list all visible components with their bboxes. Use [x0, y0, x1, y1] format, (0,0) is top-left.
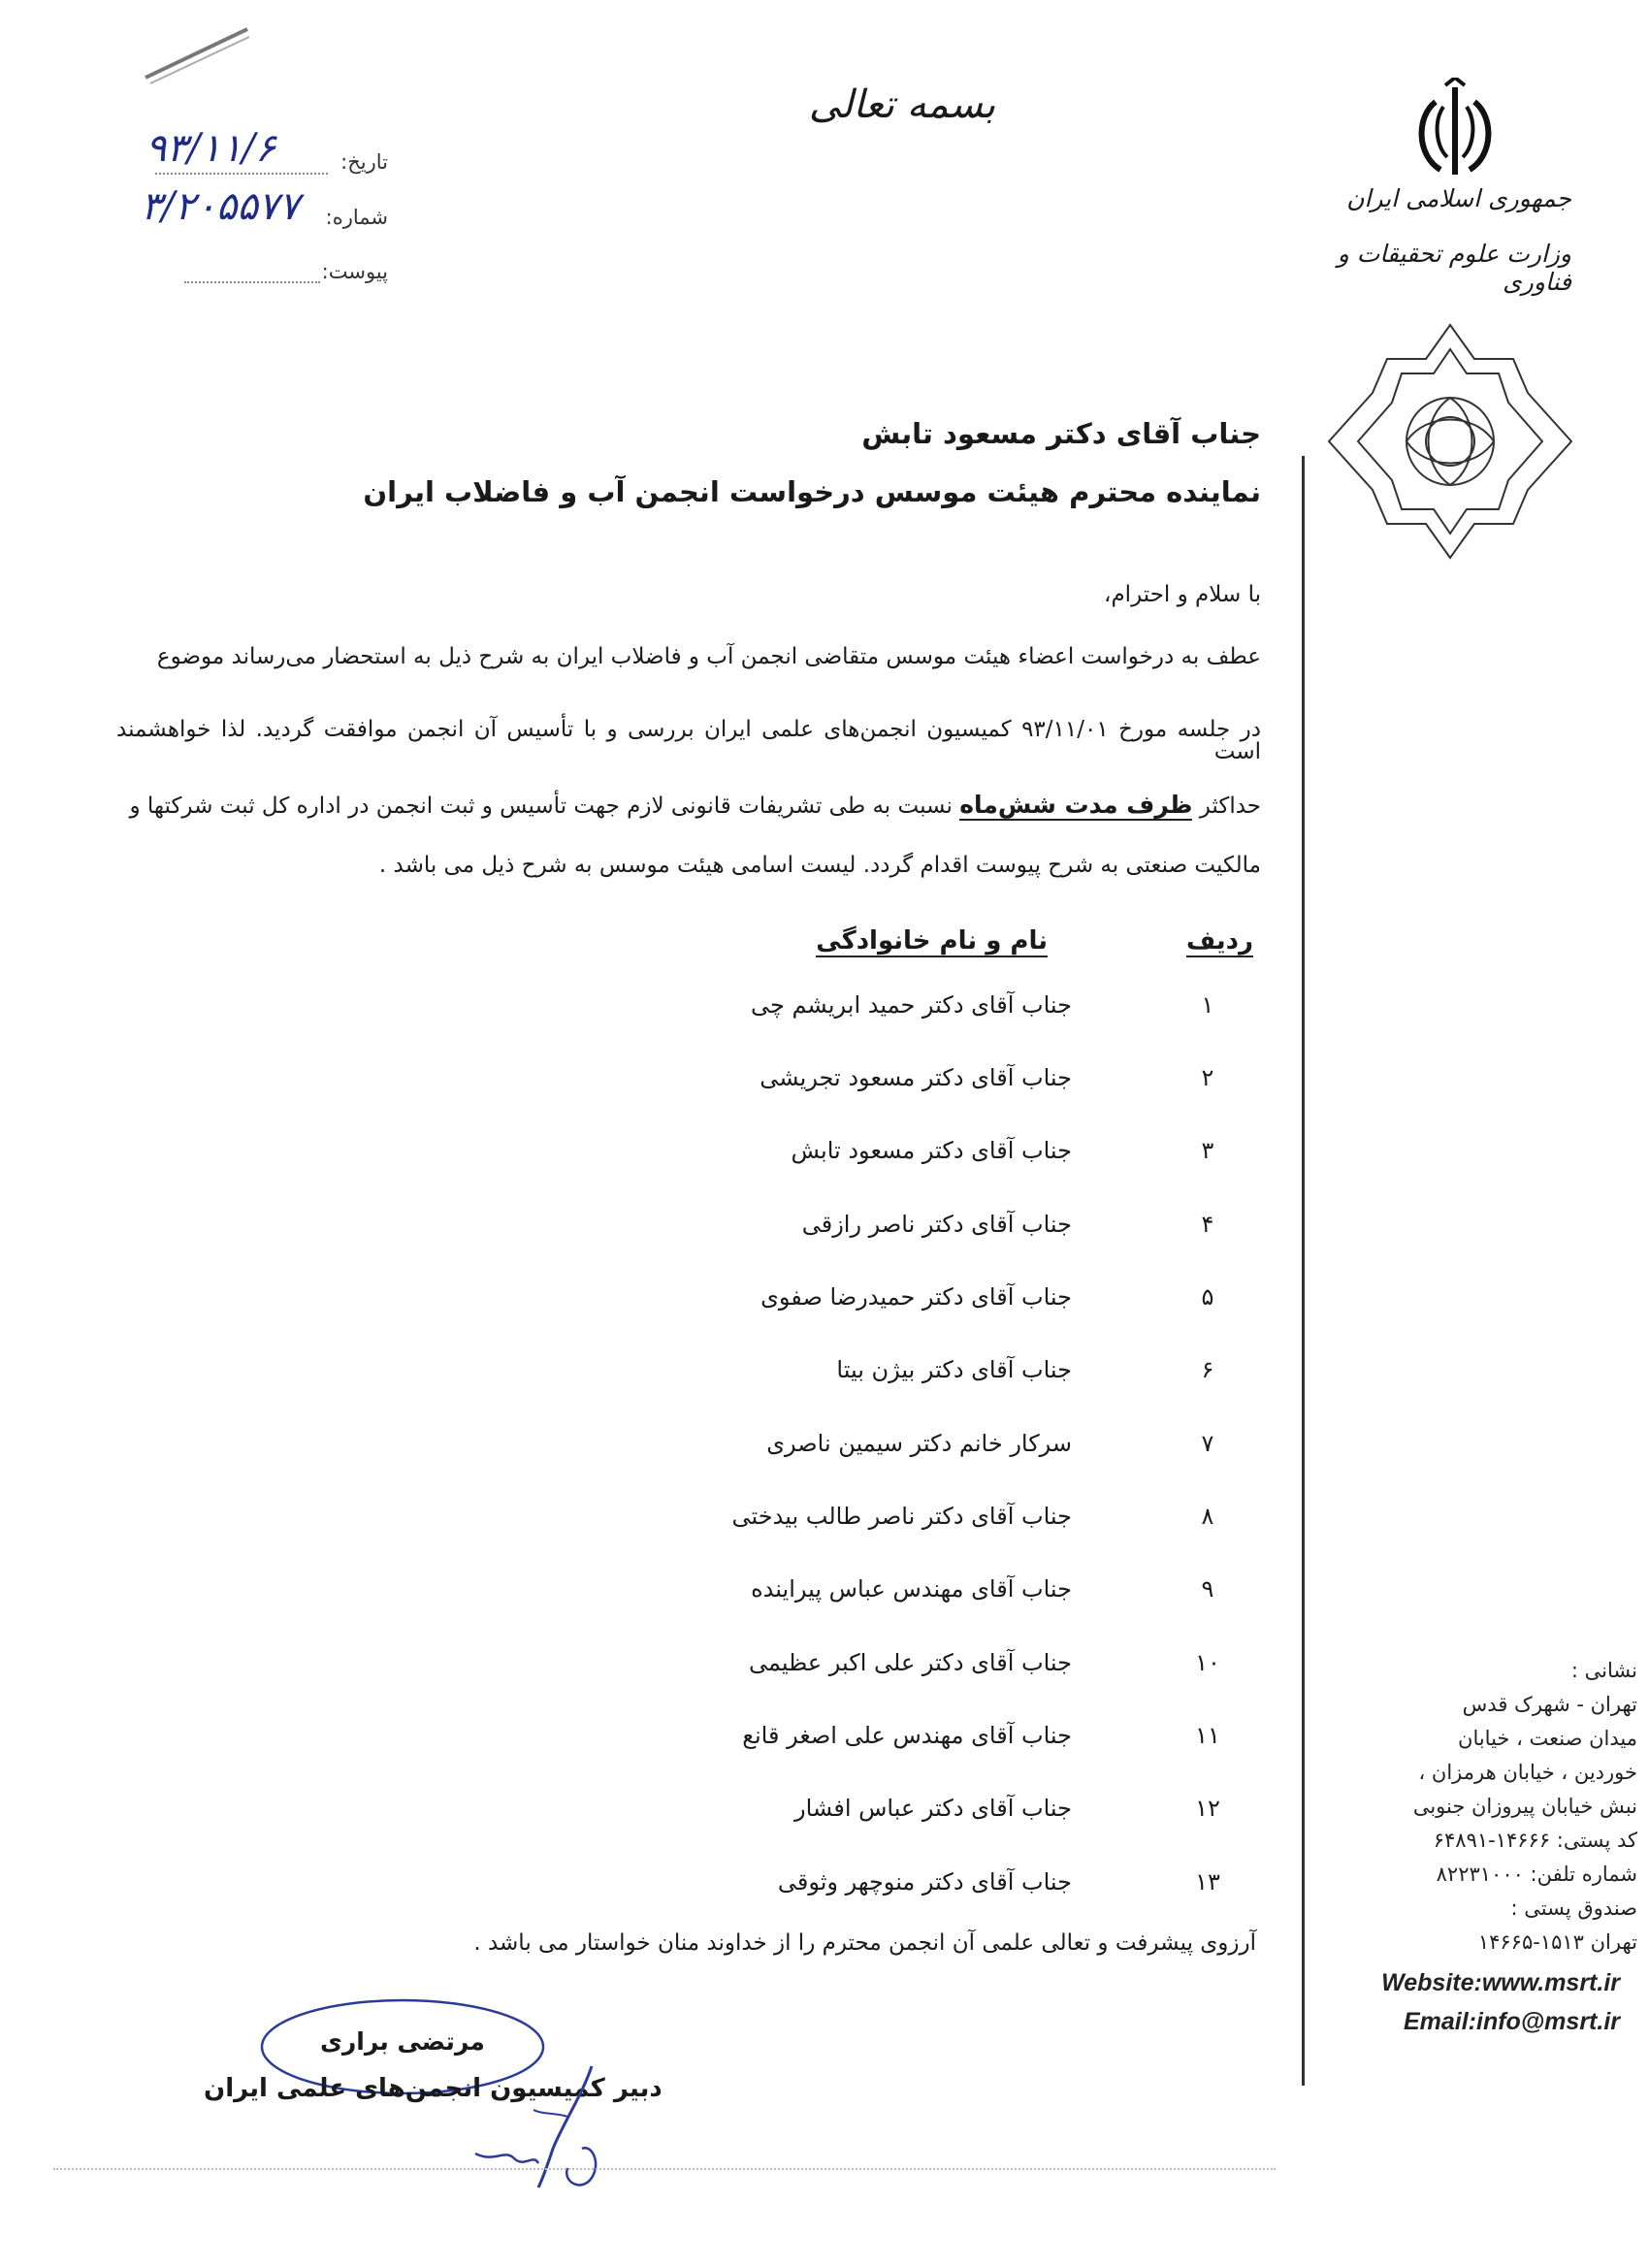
attachment-dots [184, 281, 320, 283]
member-name: جناب آقای مهندس عباس پیراینده [751, 1575, 1072, 1603]
iran-emblem-icon [1397, 78, 1513, 184]
date-dots [155, 173, 328, 175]
member-number: ۳ [1201, 1137, 1214, 1164]
member-number: ۱۲ [1195, 1795, 1220, 1822]
pen-mark-icon [141, 19, 257, 87]
member-name: جناب آقای دکتر بیژن بیتا [836, 1356, 1072, 1383]
ornament-icon [1319, 320, 1581, 563]
member-number: ۱۰ [1195, 1649, 1220, 1676]
address-line-1: تهران - شهرک قدس [1462, 1693, 1637, 1716]
body-line-4: مالکیت صنعتی به شرح پیوست اقدام گردد. لیست اسامی هیئت موسس به شرح ذیل می باشد . [378, 853, 1261, 878]
member-name: جناب آقای دکتر حمید ابریشم چی [750, 991, 1072, 1019]
closing-line: آرزوی پیشرفت و تعالی علمی آن انجمن محترم را از خداوند منان خواستار می باشد . [473, 1930, 1256, 1956]
body-line-3 [116, 793, 1261, 818]
signature-icon [446, 2057, 640, 2192]
member-name: جناب آقای مهندس علی اصغر قانع [742, 1722, 1072, 1749]
greeting: با سلام و احترام، [1104, 582, 1261, 607]
member-name: جناب آقای دکتر منوچهر وثوقی [777, 1868, 1072, 1895]
member-number: ۸ [1201, 1503, 1214, 1530]
website-link[interactable]: Website:www.msrt.ir [1381, 1969, 1620, 1996]
row-number-header: ردیف [1185, 926, 1253, 956]
phone-number: شماره تلفن: ۸۲۲۳۱۰۰۰ [1436, 1863, 1637, 1886]
body-line-3-start: حداکثر [1199, 794, 1261, 819]
member-name: جناب آقای دکتر علی اکبر عظیمی [749, 1649, 1072, 1676]
pobox-label: صندوق پستی : [1510, 1896, 1637, 1920]
member-number: ۵ [1201, 1283, 1214, 1311]
address-line-2: میدان صنعت ، خیابان [1458, 1727, 1637, 1750]
address-label: نشانی : [1570, 1659, 1637, 1682]
number-label: شماره: [325, 206, 388, 229]
member-number: ۴ [1201, 1211, 1214, 1238]
member-number: ۹ [1201, 1575, 1214, 1603]
member-number: ۲ [1201, 1064, 1214, 1091]
address-line-3: خوردین ، خیابان هرمزان ، [1418, 1761, 1637, 1784]
ministry-line-2: وزارت علوم تحقیقات و فناوری [1337, 240, 1571, 296]
date-row [340, 150, 388, 174]
name-header: نام و نام خانوادگی [816, 926, 1048, 956]
member-number: ۱۳ [1195, 1868, 1220, 1895]
member-name: سرکار خانم دکتر سیمین ناصری [766, 1430, 1072, 1457]
signer-title: دبیر کمیسیون انجمن‌های علمی ایران [204, 2074, 663, 2103]
number-value: ۳/۲۰۵۵۷۷ [141, 184, 300, 229]
number-row [326, 206, 388, 229]
recipient-line-2: نماینده محترم هیئت موسس درخواست انجمن آب و فاضلاب ایران [363, 475, 1261, 508]
body-line-1: عطف به درخواست اعضاء هیئت موسس متقاضی انجمن آب و فاضلاب ایران به شرح ذیل به استحضار می‌رساند موضوع [156, 644, 1261, 669]
postal-code: کد پستی: ۱۴۶۶۶-۶۴۸۹۱ [1433, 1829, 1637, 1852]
margin-rule [1302, 456, 1305, 2086]
date-label: تاریخ: [340, 150, 388, 174]
basmala: بسمه تعالی [808, 82, 996, 127]
member-name: جناب آقای دکتر مسعود تابش [791, 1137, 1072, 1164]
member-number: ۱۱ [1195, 1722, 1220, 1749]
bottom-divider [53, 2168, 1276, 2170]
member-name: جناب آقای دکتر عباس افشار [794, 1795, 1072, 1822]
ministry-line-1: جمهوری اسلامی ایران [1346, 184, 1571, 212]
address-line-4: نبش خیابان پیروزان جنوبی [1412, 1795, 1637, 1818]
body-line-3-end: نسبت به طی تشریفات قانونی لازم جهت تأسیس و ثبت انجمن در اداره کل ثبت شرکتها و [129, 794, 953, 819]
member-name: جناب آقای دکتر ناصر رازقی [801, 1211, 1072, 1238]
member-name: جناب آقای دکتر حمیدرضا صفوی [760, 1283, 1072, 1311]
attachment-label: پیوست: [321, 260, 388, 283]
deadline-emphasis: ظرف مدت شش‌ماه [959, 791, 1193, 819]
attachment-row [322, 260, 388, 283]
pobox: تهران ۱۵۱۳-۱۴۶۶۵ [1477, 1930, 1637, 1954]
signer-name: مرتضی براری [320, 2027, 485, 2056]
member-number: ۷ [1201, 1430, 1214, 1457]
email-link[interactable]: Email:info@msrt.ir [1403, 2008, 1620, 2035]
member-number: ۱ [1201, 991, 1214, 1019]
date-value: ۹۳/۱۱/۶ [146, 126, 276, 171]
member-name: جناب آقای دکتر ناصر طالب بیدختی [731, 1503, 1072, 1530]
recipient-line-1: جناب آقای دکتر مسعود تابش [861, 417, 1261, 450]
member-number: ۶ [1201, 1356, 1214, 1383]
member-name: جناب آقای دکتر مسعود تجریشی [760, 1064, 1072, 1091]
body-line-2: در جلسه مورخ ۹۳/۱۱/۰۱ کمیسیون انجمن‌های علمی ایران بررسی و با تأسیس آن انجمن موافقت گردید. لذا خواهشمند است [116, 717, 1262, 764]
